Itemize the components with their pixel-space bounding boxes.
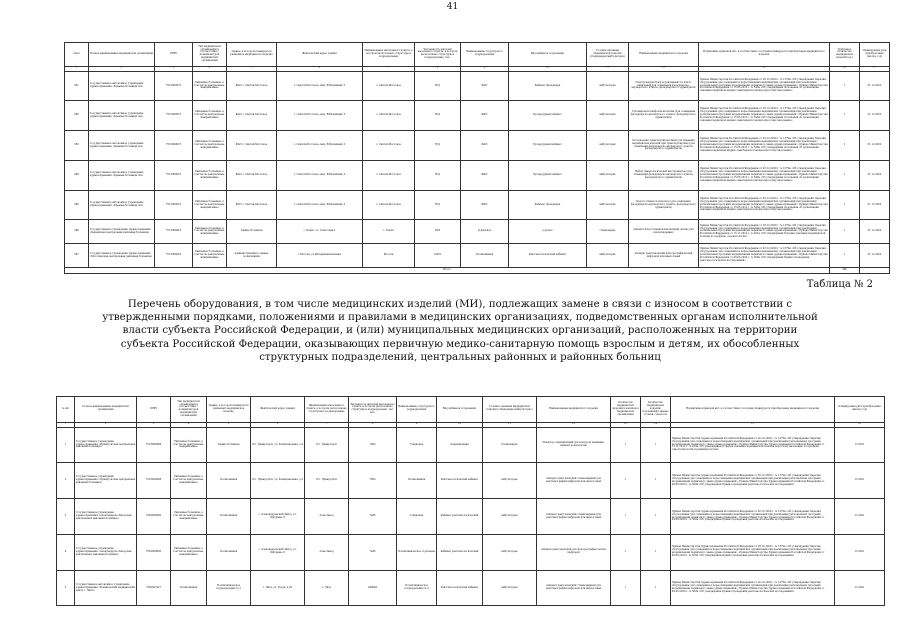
- table-cell: Государственное учреждение здравоохранения «Приаргунская центральная районная больница»: [75, 463, 137, 499]
- table-cell: Приказ Министерства Российской Федерации от 28.12.2020 г. № 1379н «Об утверждении Перечня оборудования для оснащения и переоснащения медицинских организаций при реализации региональных программ модернизации первичного звена здравоохранения», Приказ Министерства Российской Федерации от 09.06.2020 г. № 560н «Об утверждении Правил проведения рентгенологических исследований»: [699, 244, 830, 268]
- table-cell: ФАП с. Святой-Мостовое: [227, 131, 277, 161]
- table-cell: административное здание поликлиники: [227, 244, 277, 268]
- table-cell: 382: [65, 101, 89, 131]
- table-cell: 386: [65, 220, 89, 244]
- table-cell: 1: [830, 160, 860, 190]
- total-label: Итого: [65, 268, 830, 274]
- table-cell: Аппарат рентгеновский стационарный для рентгенографии цифровой или аналоговый: [537, 463, 611, 499]
- table-cell: 1: [611, 499, 641, 535]
- table-cell: Приказ Министерства Российской Федерации от 28.12.2020 г. № 1379н «Об утверждении Перечня оборудования для оснащения и переоснащения медицинских организаций при реализации региональных программ модернизации первичного звена здравоохранения», Приказ Министерства Российской Федерации от 15.05.2012 г. № 543н «Об утверждении положения об организации оказания первичной медико-санитарной помощи взрослому населению»: [699, 190, 830, 220]
- table-cell: 12.2021: [835, 570, 885, 606]
- column-number: 15: [671, 422, 835, 427]
- table-cell: Приказ Министерства Российской Федерации от 28.12.2020 г. № 1379н «Об утверждении Перечня оборудования для оснащения и переоснащения медицинских организаций при реализации региональных программ модернизации первичного звена здравоохранения», Приказ Министерства Российской Федерации от 15.05.2012 г. № 543н «Об утверждении положения об организации оказания первичной медико-санитарной помощи взрослому населению»: [699, 160, 830, 190]
- table-cell: 7518000988: [137, 463, 171, 499]
- table-cell: 31.12.2022: [860, 71, 890, 101]
- table-cell: с. Святой-Мостовое: [363, 190, 415, 220]
- table-cell: 1: [641, 534, 671, 570]
- column-header: Нормативно-правовой акт, в соответствии с которым планируется приобретение медицинского изделия: [699, 43, 830, 67]
- table-cell: Поликлиническое подразделение № 3: [207, 570, 251, 606]
- table-cell: Государственное учреждение здравоохранения «Карымская центральная районная больница»: [89, 220, 155, 244]
- table-cell: г.Могоча, ул.Интернациональная: [277, 244, 363, 268]
- column-number: 1: [65, 66, 89, 71]
- column-number: 12: [629, 66, 699, 71]
- table-cell: Районные больницы, в том числе центральные, межрайонные: [193, 71, 227, 101]
- column-header: Численность жителей населенного пункта, в котором расположено структурное подразделение, тыс. чел.: [349, 397, 397, 423]
- table-cell: 1: [641, 463, 671, 499]
- table-cell: 7063: [349, 427, 397, 463]
- table-cell: 2: [57, 463, 75, 499]
- table-2-header: [57, 397, 885, 423]
- table-cell: 1: [641, 570, 671, 606]
- table-cell: 1: [830, 71, 860, 101]
- table-cell: Государственное автономное учреждение здравоохранения «Краевая больница №4»: [89, 190, 155, 220]
- table-cell: Поликлиника: [171, 570, 207, 606]
- table-cell: 7531000973: [155, 71, 193, 101]
- table-cell: Аппарат рентгеновский стационарный для рентгенографии цифровой или аналоговый: [537, 570, 611, 606]
- page-number: 41: [446, 2, 459, 12]
- table-cell: г. Чита, ул. Труда, д.29: [251, 570, 305, 606]
- table-cell: Амбулаторно: [483, 499, 537, 535]
- table-cell: Могоча: [363, 244, 415, 268]
- table-cell: с. Святой-Мостовое, мкр. Юбилейный, 6: [277, 101, 363, 131]
- column-header: №п/п: [65, 43, 89, 67]
- table-cell: Амбулаторно: [587, 131, 629, 161]
- table-cell: родильное: [461, 220, 509, 244]
- table-cell: Операционная: [437, 427, 483, 463]
- table-cell: Алек-Завод: [305, 534, 349, 570]
- table-cell: 3: [57, 499, 75, 535]
- table-cell: Кабинет фельдшера: [509, 71, 587, 101]
- table-row: [57, 534, 885, 570]
- column-header: Полное наименование медицинской организации: [75, 397, 137, 423]
- column-header: Тип медицинской организации в соответствии с номенклатурой медицинских организаций: [171, 397, 207, 423]
- table-cell: Амбулаторно: [483, 463, 537, 499]
- table-cell: ФАП с. Святой-Мостовое: [227, 160, 277, 190]
- table-cell: стационарно: [587, 220, 629, 244]
- column-number: 7: [305, 422, 349, 427]
- table-cell: Амбулаторно: [483, 534, 537, 570]
- column-header: ИНН: [137, 397, 171, 423]
- column-number: 10: [509, 66, 587, 71]
- table-cell: Амбулаторно: [587, 190, 629, 220]
- table-cell: 7513000418: [155, 220, 193, 244]
- table-cell: Приказ Министерства Российской Федерации от 28.12.2020 г. № 1379н «Об утверждении Перечня оборудования для оснащения и переоснащения медицинских организаций при реализации региональных программ модернизации первичного звена здравоохранения», Приказ Министерства Российской Федерации от 15.05.2012 г. № 543н «Об утверждении положения об организации оказания первичной медико-санитарной помощи взрослому населению»: [699, 71, 830, 101]
- table-cell: Аппарат рентгеновский стационарный для рентгенографии цифровой или аналоговый: [537, 499, 611, 535]
- table-cell: Процедурный кабинет: [509, 101, 587, 131]
- table-cell: Кабинет рентгенологический: [437, 534, 483, 570]
- table-cell: Здание больницы: [227, 220, 277, 244]
- equipment-table-1: [64, 42, 890, 274]
- table-cell: Государственное учреждение здравоохранения «Приаргунская центральная районная больница»: [75, 427, 137, 463]
- table-cell: Кабинет фельдшера: [509, 190, 587, 220]
- table-cell: 7063: [349, 463, 397, 499]
- table-cell: 31.12.2022: [860, 101, 890, 131]
- table-cell: пгт. Приаргунск: [305, 463, 349, 499]
- table-cell: 7536067427: [137, 570, 171, 606]
- table-cell: Районные больницы, в том числе центральные, межрайонные: [171, 534, 207, 570]
- column-number: 10: [437, 422, 483, 427]
- table-cell: 1: [611, 463, 641, 499]
- column-number: 5: [227, 66, 277, 71]
- equipment-table-2: [56, 396, 885, 606]
- column-header: Условия оказания медицинской помощи (стационарно/амбулаторно): [587, 43, 629, 67]
- column-header: № п/п: [57, 397, 75, 423]
- column-number: 14: [830, 66, 860, 71]
- table-cell: Аппарат рентгеновский флюорографический цифровой или аналоговый: [629, 244, 699, 268]
- column-number: 3: [155, 66, 193, 71]
- table-cell: 1: [57, 427, 75, 463]
- table-cell: с. Александровский Завод, ул. Шкурина, 8: [251, 499, 305, 535]
- table-row: [57, 463, 885, 499]
- table-cell: Районные больницы, в том числе центральные, межрайонные: [171, 499, 207, 535]
- table-cell: Н/Д: [415, 160, 461, 190]
- table-cell: 1: [830, 131, 860, 161]
- column-number: 4: [193, 66, 227, 71]
- column-header: Здание, в котором планируется размещать медицинское изделие: [207, 397, 251, 423]
- table-cell: 1: [611, 427, 641, 463]
- table-cell: 31.12.2022: [860, 160, 890, 190]
- table-cell: 7531000973: [155, 190, 193, 220]
- column-header: Фактический адрес здания: [251, 397, 305, 423]
- table-row: [65, 244, 890, 268]
- column-header: Наименование структурного подразделения: [461, 43, 509, 67]
- table-row: [65, 190, 890, 220]
- table-cell: Государственное учреждение здравоохранения «Александрово-Заводская центральная районная больница»: [75, 499, 137, 535]
- table-cell: Районные больницы, в том числе центральные, межрайонные: [193, 160, 227, 190]
- table-cell: Государственное автономное учреждение здравоохранения «Краевая больница №4»: [89, 101, 155, 131]
- table-cell: 12.2021: [835, 463, 885, 499]
- column-header: ИНН: [155, 43, 193, 67]
- table-cell: с. Святой-Мостовое, мкр. Юбилейный, 6: [277, 160, 363, 190]
- table-2-label: Таблица № 2: [806, 279, 873, 290]
- column-number: 4: [171, 422, 207, 427]
- table-cell: Государственное автономное учреждение здравоохранения «Краевая больница №4»: [89, 160, 155, 190]
- column-number: 8: [415, 66, 461, 71]
- table-cell: Н/Д: [415, 190, 461, 220]
- table-row: [65, 220, 890, 244]
- table-cell: 7502000886: [137, 534, 171, 570]
- table-cell: Амбулаторно: [587, 244, 629, 268]
- table-cell: Приказ Министерства Здравоохранения Российской Федерации от 28.12.2020 г. № 1379н «Об утверждении Перечня оборудования для оснащения и переоснащения медицинских организаций при реализации региональных программ модернизации первичного звена здравоохранения», Приказ Министерства Здравоохранения Российской Федерации от 09.06.2020 г. № 560н «Об утверждении Правил проведения рентгенологических исследований»: [671, 534, 835, 570]
- table-cell: Районные больницы, в том числе центральные, межрайонные: [193, 190, 227, 220]
- table-cell: с. Святой-Мостовое: [363, 160, 415, 190]
- column-number: 11: [587, 66, 629, 71]
- table-cell: Стационарно: [483, 427, 537, 463]
- table-row: [65, 71, 890, 101]
- table-row: [57, 427, 885, 463]
- table-cell: 7445: [349, 534, 397, 570]
- table-2-heading: Перечень оборудования, в том числе медицинских изделий (МИ), подлежащих замене в связи с износом в соответствии с утвержденными порядками, положениями и правилами в медицинских организациях, подведомственных органам исполнительной власти субъекта Российской Федерации, и (или) муниципальных медицинских организаций, расположенных на территории субъекта Российской Федерации, оказывающих первичную медико-санитарную помощь взрослым и детям, их обособленных структурных подразделений, центральных районных и районных больниц: [102, 299, 818, 363]
- column-header: Вид кабинета (отделения): [437, 397, 483, 423]
- table-cell: Поликлиника: [207, 463, 251, 499]
- table-cell: Монитор операционный для контроля жизненно важных показателей: [537, 427, 611, 463]
- table-cell: Электрокардиограф портативный 3-х или 6-канальный для оснащения фельдшерско-акушерского пункта, фельдшерского здравпункта: [629, 71, 699, 101]
- table-cell: Приказ Министерства Здравоохранения Российской Федерации от 28.12.2020 г. № 1379н «Об утверждении Перечня оборудования для оснащения и переоснащения медицинских организаций при реализации региональных программ модернизации первичного звена здравоохранения», Приказ Министерства Здравоохранения Российской Федерации от 09.06.2020 г. № 560н «Об утверждении Правил проведения рентгенологических исследований»: [671, 463, 835, 499]
- table-cell: 7531000973: [155, 160, 193, 190]
- table-cell: Районные больницы, в том числе центральные, межрайонные: [171, 463, 207, 499]
- table-1-header: [65, 43, 890, 67]
- total-value: 396: [830, 268, 860, 274]
- table-cell: 7512000922: [155, 244, 193, 268]
- table-cell: 1: [641, 499, 671, 535]
- table-cell: 1: [611, 534, 641, 570]
- column-number: 8: [349, 422, 397, 427]
- column-number: 11: [483, 422, 537, 427]
- table-cell: 31.12.2022: [860, 190, 890, 220]
- table-cell: Приказ Министерства Российской Федерации от 28.12.2020 г. № 1379н «Об утверждении Перечня оборудования для оснащения и переоснащения медицинских организаций при реализации региональных программ модернизации первичного звена здравоохранения», Приказ Министерства Российской Федерации от 15.05.2012 г. № 543н «Об утверждении положения об организации оказания первичной медико-санитарной помощи взрослому населению»: [699, 131, 830, 161]
- column-number: 6: [251, 422, 305, 427]
- table-cell: Рентгенологический кабинет: [509, 244, 587, 268]
- table-cell: г. Чита: [305, 570, 349, 606]
- table-cell: 16261: [415, 244, 461, 268]
- table-cell: Амбулаторно: [483, 570, 537, 606]
- table-cell: 7531000973: [155, 131, 193, 161]
- table-cell: Поликлиника: [207, 499, 251, 535]
- table-cell: 7531000973: [155, 101, 193, 131]
- column-number: 14: [641, 422, 671, 427]
- table-cell: 12.2021: [835, 499, 885, 535]
- table-cell: Амбулаторно: [587, 160, 629, 190]
- table-cell: 1: [830, 244, 860, 268]
- table-cell: ФАП с. Святой-Мостовое: [227, 101, 277, 131]
- table-cell: Набор гинекологических инструментов (для оснащения фельдшерско-акушерского пункта, фельдшерского здравпункта): [629, 160, 699, 190]
- table-cell: Поликлиника: [397, 463, 437, 499]
- table-cell: 7502000886: [137, 499, 171, 535]
- column-number: 16: [835, 422, 885, 427]
- table-cell: родовое: [509, 220, 587, 244]
- table-cell: с. Святой-Мостовое, мкр. Юбилейный, 6: [277, 131, 363, 161]
- table-cell: Стационар: [397, 499, 437, 535]
- column-header: Наименование медицинского изделия: [537, 397, 611, 423]
- column-header: Планируемая дата приобретения (месяц, год): [835, 397, 885, 423]
- column-header: Численность жителей населенного пункта, в котором расположено структурное подразделение, тыс.: [415, 43, 461, 67]
- table-cell: Стационар: [397, 427, 437, 463]
- column-number: 15: [860, 66, 890, 71]
- column-number: 12: [537, 422, 611, 427]
- column-number: 9: [397, 422, 437, 427]
- table-cell: Государственное автономное учреждение здравоохранения «Клинический медицинский центр г. Читы»: [75, 570, 137, 606]
- table-row: [57, 499, 885, 535]
- table-cell: Алек-Завод: [305, 499, 349, 535]
- table-cell: пгт. Приаргунск, ул. Коммунальная, д.2: [251, 463, 305, 499]
- table-cell: 7518000988: [137, 427, 171, 463]
- table-cell: ФАП: [461, 160, 509, 190]
- total-row: [65, 268, 890, 274]
- column-number: 6: [277, 66, 363, 71]
- table-cell: 383: [65, 131, 89, 161]
- table-cell: Н/Д: [415, 101, 461, 131]
- table-cell: ФАП с. Святой-Мостовое: [227, 71, 277, 101]
- table-cell: Районные больницы, в том числе центральные, межрайонные: [193, 220, 227, 244]
- table-cell: Приказ Министерства Здравоохранения Российской Федерации от 28.12.2020 г. № 1379н «Об утверждении Перечня оборудования для оснащения и переоснащения медицинских организаций при реализации региональных программ модернизации первичного звена здравоохранения», Приказ Министерства Здравоохранения Российской Федерации от 09.06.2020 г. № 560н «Об утверждении Правил проведения рентгенологических исследований»: [671, 499, 835, 535]
- table-cell: 12.2021: [835, 534, 885, 570]
- column-header: Здание, в котором планируется размещать медицинское изделие: [227, 43, 277, 67]
- table-cell: Кресло гинекологическое (для оснащения фельдшерско-акушерского пункта, фельдшерского здравпункта): [629, 190, 699, 220]
- table-cell: 1: [830, 101, 860, 131]
- table-cell: 387: [65, 244, 89, 268]
- column-number: 9: [461, 66, 509, 71]
- table-cell: с. Святой-Мостовое, мкр. Юбилейный, 6: [277, 190, 363, 220]
- table-cell: ФАП с. Святой-Мостовое: [227, 190, 277, 220]
- table-cell: Амбулаторно: [587, 101, 629, 131]
- table-cell: с. Святой-Мостовое: [363, 131, 415, 161]
- column-number: 2: [89, 66, 155, 71]
- column-number: 13: [611, 422, 641, 427]
- column-header: Фактический адрес здания: [277, 43, 363, 67]
- column-header: Количество медицинских изделий, подлежащих замене в связи с износом: [641, 397, 671, 423]
- table-cell: 1: [830, 190, 860, 220]
- table-cell: Кабинет рентгенологический: [437, 499, 483, 535]
- column-number: 1: [57, 422, 75, 427]
- table-cell: Н/Д: [415, 131, 461, 161]
- column-header: Количество медицинских изделий в наличии в медицинской организации: [611, 397, 641, 423]
- table-row: [65, 160, 890, 190]
- table-cell: ФАП: [461, 101, 509, 131]
- table-cell: 381: [65, 71, 89, 101]
- table-cell: ФАП: [461, 71, 509, 101]
- table-cell: Аппарат рентгеновский для флюорографии легких цифровой: [537, 534, 611, 570]
- table-cell: Районные больницы, в том числе центральные, межрайонные: [193, 101, 227, 131]
- table-cell: пгт. Приаргунск, ул. Коммунальная, д.2: [251, 427, 305, 463]
- table-cell: 1: [830, 220, 860, 244]
- table-cell: Поликлиническое отделение: [397, 534, 437, 570]
- table-cell: Аппарат искусственной вентиляции легких для новорожденных: [629, 220, 699, 244]
- table-cell: ФАП: [461, 131, 509, 161]
- column-header: Наименование населенного пункта, в котором расположено структурное подразделение: [363, 43, 415, 67]
- table-cell: Районные больницы, в том числе центральные, межрайонные: [171, 427, 207, 463]
- table-cell: 349983: [349, 570, 397, 606]
- table-cell: с. Святой-Мостовое, мкр. Юбилейный, 6: [277, 71, 363, 101]
- table-cell: Государственное учреждение здравоохранения «Александрово-Заводская центральная районная больница»: [75, 534, 137, 570]
- column-header: Полное наименование медицинской организации: [89, 43, 155, 67]
- table-cell: Поликлиническое подразделение № 3: [397, 570, 437, 606]
- table-row: [57, 570, 885, 606]
- table-cell: с. Святой-Мостовое: [363, 101, 415, 131]
- table-cell: Процедурный кабинет: [509, 131, 587, 161]
- column-header: Наименование структурного подразделения: [397, 397, 437, 423]
- table-cell: Поликлиника: [207, 534, 251, 570]
- column-header: Вид кабинета (отделения): [509, 43, 587, 67]
- column-number: 3: [137, 422, 171, 427]
- table-cell: 7445: [349, 499, 397, 535]
- column-header: Наименование населенного пункта, в котором расположено структурное подразделение: [305, 397, 349, 423]
- table-cell: с. Александровский Завод, ул. Шкурина, 8: [251, 534, 305, 570]
- table-cell: Здание больницы: [207, 427, 251, 463]
- column-number: 13: [699, 66, 830, 71]
- table-cell: 5: [57, 570, 75, 606]
- table-cell: пгт. Приаргунск: [305, 427, 349, 463]
- table-cell: 385: [65, 190, 89, 220]
- table-cell: Государственное автономное учреждение здравоохранения «Краевая больница №4»: [89, 71, 155, 101]
- table-cell: Районные больницы, в том числе центральные, межрайонные: [193, 131, 227, 161]
- total-empty-cell: [860, 268, 890, 274]
- table-cell: с. Святой-Мостовое: [363, 71, 415, 101]
- table-cell: г. Карат, ул. Советская,2: [277, 220, 363, 244]
- table-cell: Н/Д: [415, 71, 461, 101]
- table-cell: Амбулаторно: [587, 71, 629, 101]
- table-cell: Поликлиника: [461, 244, 509, 268]
- column-header: Тип медицинской организации в соответствии с номенклатурой медицинских организаций: [193, 43, 227, 67]
- table-cell: Процедурный кабинет: [509, 160, 587, 190]
- column-number: 5: [207, 422, 251, 427]
- table-cell: Приказ Министерства Российской Федерации от 28.12.2020 г. № 1379н «Об утверждении Перечня оборудования для оснащения и переоснащения медицинских организаций при реализации региональных программ модернизации первичного звена здравоохранения», Приказ Министерства Российской Федерации от 15.05.2012 г. № 543н «Об утверждении положения об организации оказания первичной медико-санитарной помощи взрослому населению»: [699, 101, 830, 131]
- table-cell: 12.2021: [835, 427, 885, 463]
- table-cell: 1: [641, 427, 671, 463]
- column-header: Условия оказания медицинской помощи (стационарно/амбулаторно): [483, 397, 537, 423]
- column-header: Нормативно-правовой акт, в соответствии с которым планируется приобретение медицинского изделия: [671, 397, 835, 423]
- table-cell: Приказ Министерства Российской Федерации от 28.12.2020 г. № 1379н «Об утверждении Перечня оборудования для оснащения и переоснащения медицинских организаций при реализации региональных программ модернизации первичного звена здравоохранения», Приказ Министерства Российской Федерации от 15.11.2012 г. № 921н «Об утверждении Порядка оказания медицинской помощи по профилю «неонатология»: [699, 220, 830, 244]
- table-cell: 4: [57, 534, 75, 570]
- table-cell: Холодильник транспортировочный для хранения медицинских изделий при транспортировке (для оснащения фельдшерско-акушерского пункта, фельдшерского здравпункта): [629, 131, 699, 161]
- table-cell: 29%: [415, 220, 461, 244]
- table-cell: 1: [611, 570, 641, 606]
- column-number: 7: [363, 66, 415, 71]
- table-row: [65, 131, 890, 161]
- table-cell: Приказ Министерства Здравоохранения Российской Федерации от 28.12.2020 г. № 1379н «Об утверждении Перечня оборудования для оснащения и переоснащения медицинских организаций при реализации региональных программ модернизации первичного звена здравоохранения», Приказ Министерства Здравоохранения Российской Федерации от 15.11.2012 г. № 919н «Об утверждении Порядка оказания медицинской помощи взрослому населению по профилю «анестезиология и реаниматология»: [671, 427, 835, 463]
- table-cell: Сухожаровой шкаф или автоклав (для оснащения фельдшерско-акушерского пункта, фельдшерского здравпункта): [629, 101, 699, 131]
- table-cell: ФАП: [461, 190, 509, 220]
- table-cell: 31.12.2022: [860, 131, 890, 161]
- table-cell: г. Борзя: [363, 220, 415, 244]
- column-header: Наименование медицинского изделия: [629, 43, 699, 67]
- table-cell: Приказ Министерства Здравоохранения Российской Федерации от 28.12.2020 г. № 1379н «Об утверждении Перечня оборудования для оснащения и переоснащения медицинских организаций при реализации региональных программ модернизации первичного звена здравоохранения», Приказ Министерства Здравоохранения Российской Федерации от 09.06.2020 г. № 560н «Об утверждении Правил проведения рентгенологических исследований»: [671, 570, 835, 606]
- column-number: 2: [75, 422, 137, 427]
- column-header: Планируемая дата приобретения (месяц, год): [860, 43, 890, 67]
- column-header: Требуемое количество медицинских изделий (ед.): [830, 43, 860, 67]
- table-cell: Рентгенологический кабинет: [437, 570, 483, 606]
- table-cell: Районные больницы, в том числе центральные, межрайонные: [193, 244, 227, 268]
- table-cell: 31.12.2022: [860, 220, 890, 244]
- table-cell: Государственное автономное учреждение здравоохранения «Краевая больница №4»: [89, 131, 155, 161]
- table-cell: Государственное учреждение здравоохранения «Могочинская центральная районная больница»: [89, 244, 155, 268]
- table-cell: Рентгенологический кабинет: [437, 463, 483, 499]
- table-cell: 384: [65, 160, 89, 190]
- table-cell: 31.12.2022: [860, 244, 890, 268]
- table-row: [65, 101, 890, 131]
